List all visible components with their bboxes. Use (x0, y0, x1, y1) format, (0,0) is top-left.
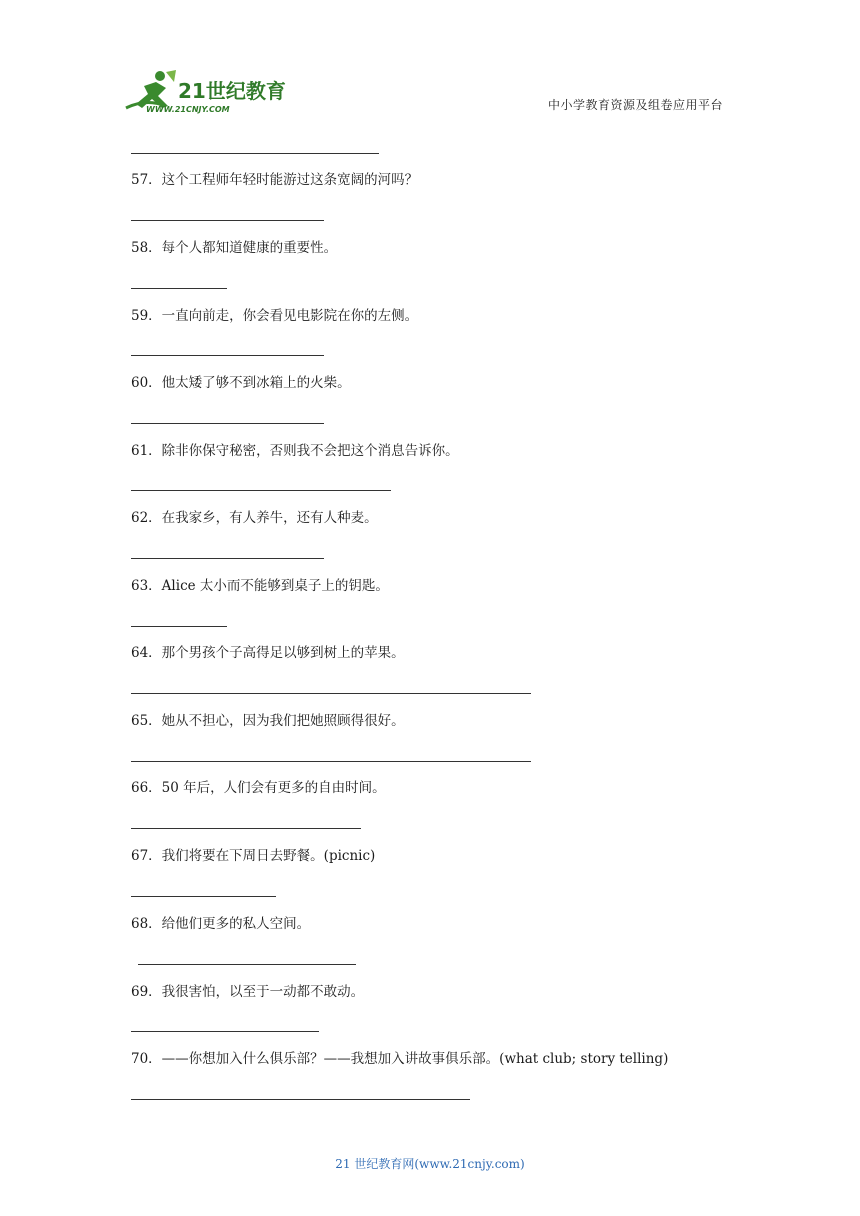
logo-text: 21世纪教育 (178, 79, 286, 103)
runner-logo-icon (122, 68, 292, 116)
answer-line (131, 896, 276, 897)
answer-line (131, 558, 324, 559)
logo-url: WWW.21CNJY.COM (146, 105, 230, 114)
question-67: 67．我们将要在下周日去野餐。(picnic) (131, 848, 376, 864)
answer-line (131, 693, 531, 694)
question-64: 64．那个男孩个子高得足以够到树上的苹果。 (131, 645, 405, 661)
answer-line (138, 964, 356, 965)
answer-line (131, 1031, 319, 1032)
question-60: 60．他太矮了够不到冰箱上的火柴。 (131, 375, 351, 391)
question-70: 70．——你想加入什么俱乐部？——我想加入讲故事俱乐部。(what club; story telling) (131, 1051, 669, 1067)
question-65: 65．她从不担心，因为我们把她照顾得很好。 (131, 713, 405, 729)
answer-line (131, 490, 391, 491)
answer-line (131, 355, 324, 356)
question-62: 62．在我家乡，有人养牛，还有人种麦。 (131, 510, 378, 526)
logo (122, 68, 292, 116)
question-68: 68．给他们更多的私人空间。 (131, 916, 311, 932)
question-61: 61．除非你保守秘密，否则我不会把这个消息告诉你。 (131, 443, 459, 459)
answer-line (131, 828, 361, 829)
question-66: 66．50 年后，人们会有更多的自由时间。 (131, 780, 386, 796)
question-58: 58．每个人都知道健康的重要性。 (131, 240, 338, 256)
answer-line (131, 423, 324, 424)
platform-title: 中小学教育资源及组卷应用平台 (548, 98, 724, 112)
answer-line (131, 288, 227, 289)
answer-line (131, 761, 531, 762)
question-63: 63．Alice 太小而不能够到桌子上的钥匙。 (131, 578, 389, 594)
footer-link[interactable]: 21 世纪教育网(www.21cnjy.com) (335, 1157, 525, 1171)
question-59: 59．一直向前走，你会看见电影院在你的左侧。 (131, 308, 419, 324)
answer-line (131, 220, 324, 221)
answer-line (131, 153, 379, 154)
answer-line (131, 1099, 470, 1100)
question-69: 69．我很害怕，以至于一动都不敢动。 (131, 984, 365, 1000)
question-57: 57．这个工程师年轻时能游过这条宽阔的河吗？ (131, 172, 419, 188)
answer-line (131, 626, 227, 627)
